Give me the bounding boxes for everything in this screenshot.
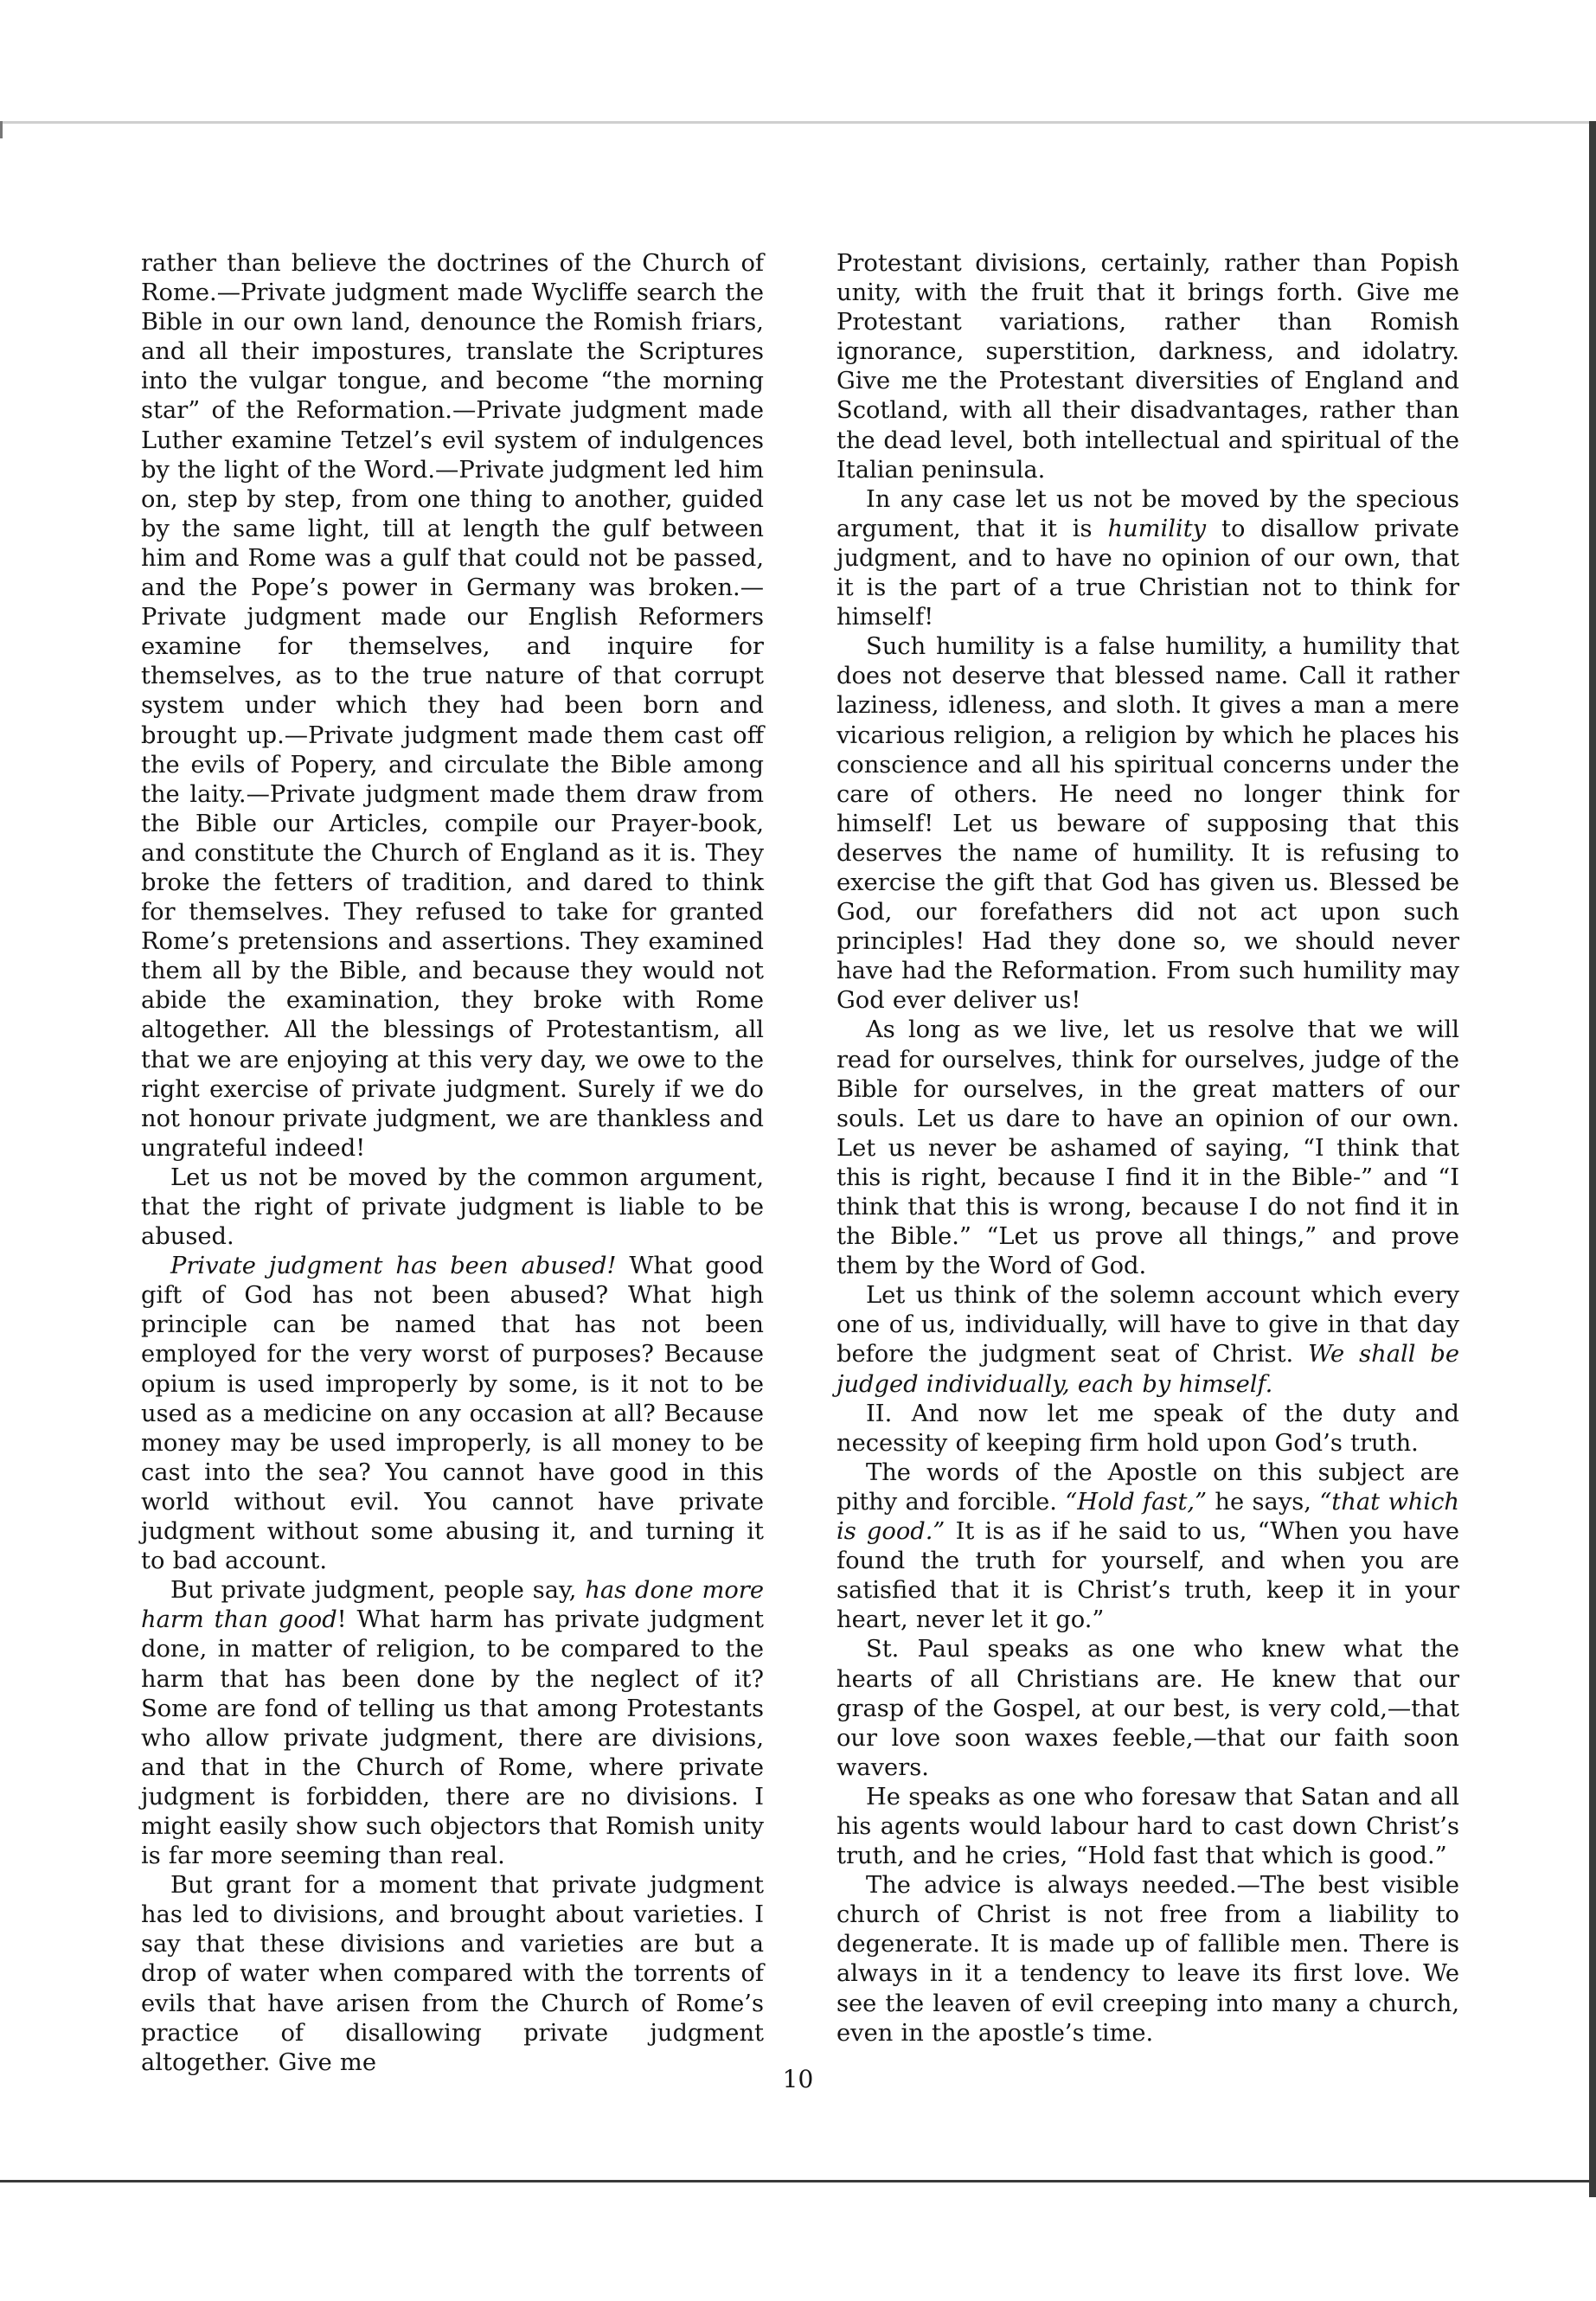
- text-segment: As long as we live, let us resolve that we will read for ourselves, think for ourselves, judge of the Bible for ourselves, in the great matters of our souls. Let us dare to have an opinion of our own. Let us never be ashamed of saying, “I think that this is right, because I find it in the Bible-” and “I think that this is wrong, because I do not find it in the Bible.” “Let us prove all things,” and prove them by the Word of God.: [836, 1016, 1459, 1280]
- paragraph: [836, 249, 1459, 485]
- text-segment: Let us not be moved by the common argument, that the right of private judgment is liable to be abused.: [141, 1163, 764, 1251]
- paragraph: [836, 1871, 1459, 2048]
- italic-text-segment: humility: [1107, 515, 1207, 542]
- text-segment: The advice is always needed.—The best visible church of Christ is not free from a liability to degenerate. It is made up of fallible men. There is always in it a tendency to leave its first love. We see the leaven of evil creeping into many a church, even in the apostle’s time.: [836, 1872, 1459, 2047]
- text-segment: Let us think of the solemn account which every one of us, individually, will have to give in that day before the judgment seat of Christ.: [836, 1282, 1459, 1368]
- paragraph: [141, 1252, 764, 1576]
- text-segment: ! What harm has private judgment done, in matter of religion, to be compared to the harm that has been done by the neglect of it? Some are fond of telling us that among Protestants who allow private judgment, there are divisions, and that in the Church of Rome, where private judgment is forbidden, there are no divisions. I might easily show such objectors that Romish unity is far more seeming than real.: [141, 1606, 764, 1870]
- paragraph: [836, 1281, 1459, 1399]
- scan-right-edge: [1589, 121, 1596, 2197]
- scan-bottom-edge: [0, 2180, 1589, 2182]
- italic-text-segment: has done more harm than good: [141, 1577, 764, 1634]
- paragraph: [836, 632, 1459, 1016]
- text-segment: The words of the Apostle on this subject are pithy and forcible.: [836, 1458, 1459, 1516]
- italic-text-segment: We shall be judged individually, each by himself.: [836, 1341, 1459, 1398]
- italic-text-segment: “Hold fast,”: [1065, 1488, 1208, 1516]
- page-number: 10: [782, 2065, 814, 2093]
- text-segment: he says,: [1207, 1488, 1320, 1516]
- text-segment: It is as if he said to us, “When you have found the truth for yourself, and when you are satisfied that it is Christ’s truth, keep it in your heart, never let it go.”: [836, 1518, 1459, 1634]
- paragraph: [141, 1576, 764, 1871]
- text-segment: But grant for a moment that private judgment has led to divisions, and brought about varieties. I say that these divisions and varieties are but a drop of water when compared with the torrents of evils that have arisen from the Church of Rome’s practice of disallowing private judgment altogether. Give me: [141, 1872, 764, 2076]
- text-segment: to disallow private judgment, and to have no opinion of our own, that it is the part of a true Christian not to think for himself!: [836, 515, 1459, 631]
- paragraph: [836, 1016, 1459, 1281]
- italic-text-segment: Private judgment has been abused!: [170, 1253, 617, 1280]
- text-segment: Such humility is a false humility, a humility that does not deserve that blessed name. Call it rather laziness, idleness, and sloth. It gives a man a mere vicarious religion, a religion by which he places his conscience and all his spiritual concerns under the care of others. He need no longer think for himself! Let us beware of supposing that this deserves the name of humility. It is refusing to exercise the gift that God has given us. Blessed be God, our forefathers did not act upon such principles! Had they done so, we should never have had the Reformation. From such humility may God ever deliver us!: [836, 633, 1459, 1015]
- paragraph: [836, 1783, 1459, 1871]
- scan-top-edge: [0, 121, 1596, 124]
- text-segment: In any case let us not be moved by the specious argument, that it is: [836, 485, 1459, 542]
- text-segment: He speaks as one who foresaw that Satan and all his agents would labour hard to cast down Christ’s truth, and he cries, “Hold fast that which is good.”: [836, 1783, 1459, 1870]
- paragraph: [836, 1400, 1459, 1458]
- text-segment: What good gift of God has not been abused? What high principle can be named that has not been employed for the very worst of purposes? Because opium is used improperly by some, is it not to be used as a medicine on any occasion at all? Because money may be used improperly, is all money to be cast into the sea? You cannot have good in this world without evil. You cannot have private judgment without some abusing it, and turning it to bad account.: [141, 1253, 764, 1575]
- left-text-column: [141, 249, 764, 2078]
- paragraph: [836, 1635, 1459, 1782]
- text-segment: St. Paul speaks as one who knew what the hearts of all Christians are. He knew that our grasp of the Gospel, at our best, is very cold,—that our love soon waxes feeble,—that our faith soon wavers.: [836, 1636, 1459, 1781]
- text-segment: II. And now let me speak of the duty and necessity of keeping firm hold upon God’s truth.: [836, 1400, 1459, 1457]
- paragraph: [141, 1871, 764, 2078]
- scan-top-left-mark: [0, 121, 3, 138]
- right-text-column: [836, 249, 1459, 2048]
- paragraph: [141, 1163, 764, 1252]
- paragraph: [836, 485, 1459, 632]
- text-segment: Protestant divisions, certainly, rather than Popish unity, with the fruit that it brings forth. Give me Protestant variations, rather than Romish ignorance, superstition, darkness, and idolatry. Give me the Protestant diversities of England and Scotland, with all their disadvantages, rather than the dead level, both intellectual and spiritual of the Italian peninsula.: [836, 250, 1459, 484]
- text-segment: rather than believe the doctrines of the Church of Rome.—Private judgment made Wycliffe search the Bible in our own land, denounce the Romish friars, and all their impostures, translate the Scriptures into the vulgar tongue, and become “the morning star” of the Reformation.—Private judgment made Luther examine Tetzel’s evil system of indulgences by the light of the Word.—Private judgment led him on, step by step, from one thing to another, guided by the same light, till at length the gulf between him and Rome was a gulf that could not be passed, and the Pope’s power in Germany was broken.—Private judgment made our English Reformers examine for themselves, and inquire for themselves, as to the true nature of that corrupt system under which they had been born and brought up.—Private judgment made them cast off the evils of Popery, and circulate the Bible among the laity.—Private judgment made them draw from the Bible our Articles, compile our Prayer-book, and constitute the Church of England as it is. They broke the fetters of tradition, and dared to think for themselves. They refused to take for granted Rome’s pretensions and assertions. They examined them all by the Bible, and because they would not abide the examination, they broke with Rome altogether. All the blessings of Protestantism, all that we are enjoying at this very day, we owe to the right exercise of private judgment. Surely if we do not honour private judgment, we are thankless and ungrateful indeed!: [141, 250, 764, 1162]
- paragraph: [836, 1458, 1459, 1636]
- italic-text-segment: “that which is good.”: [836, 1488, 1459, 1546]
- paragraph: [141, 249, 764, 1163]
- text-segment: But private judgment, people say,: [170, 1577, 586, 1605]
